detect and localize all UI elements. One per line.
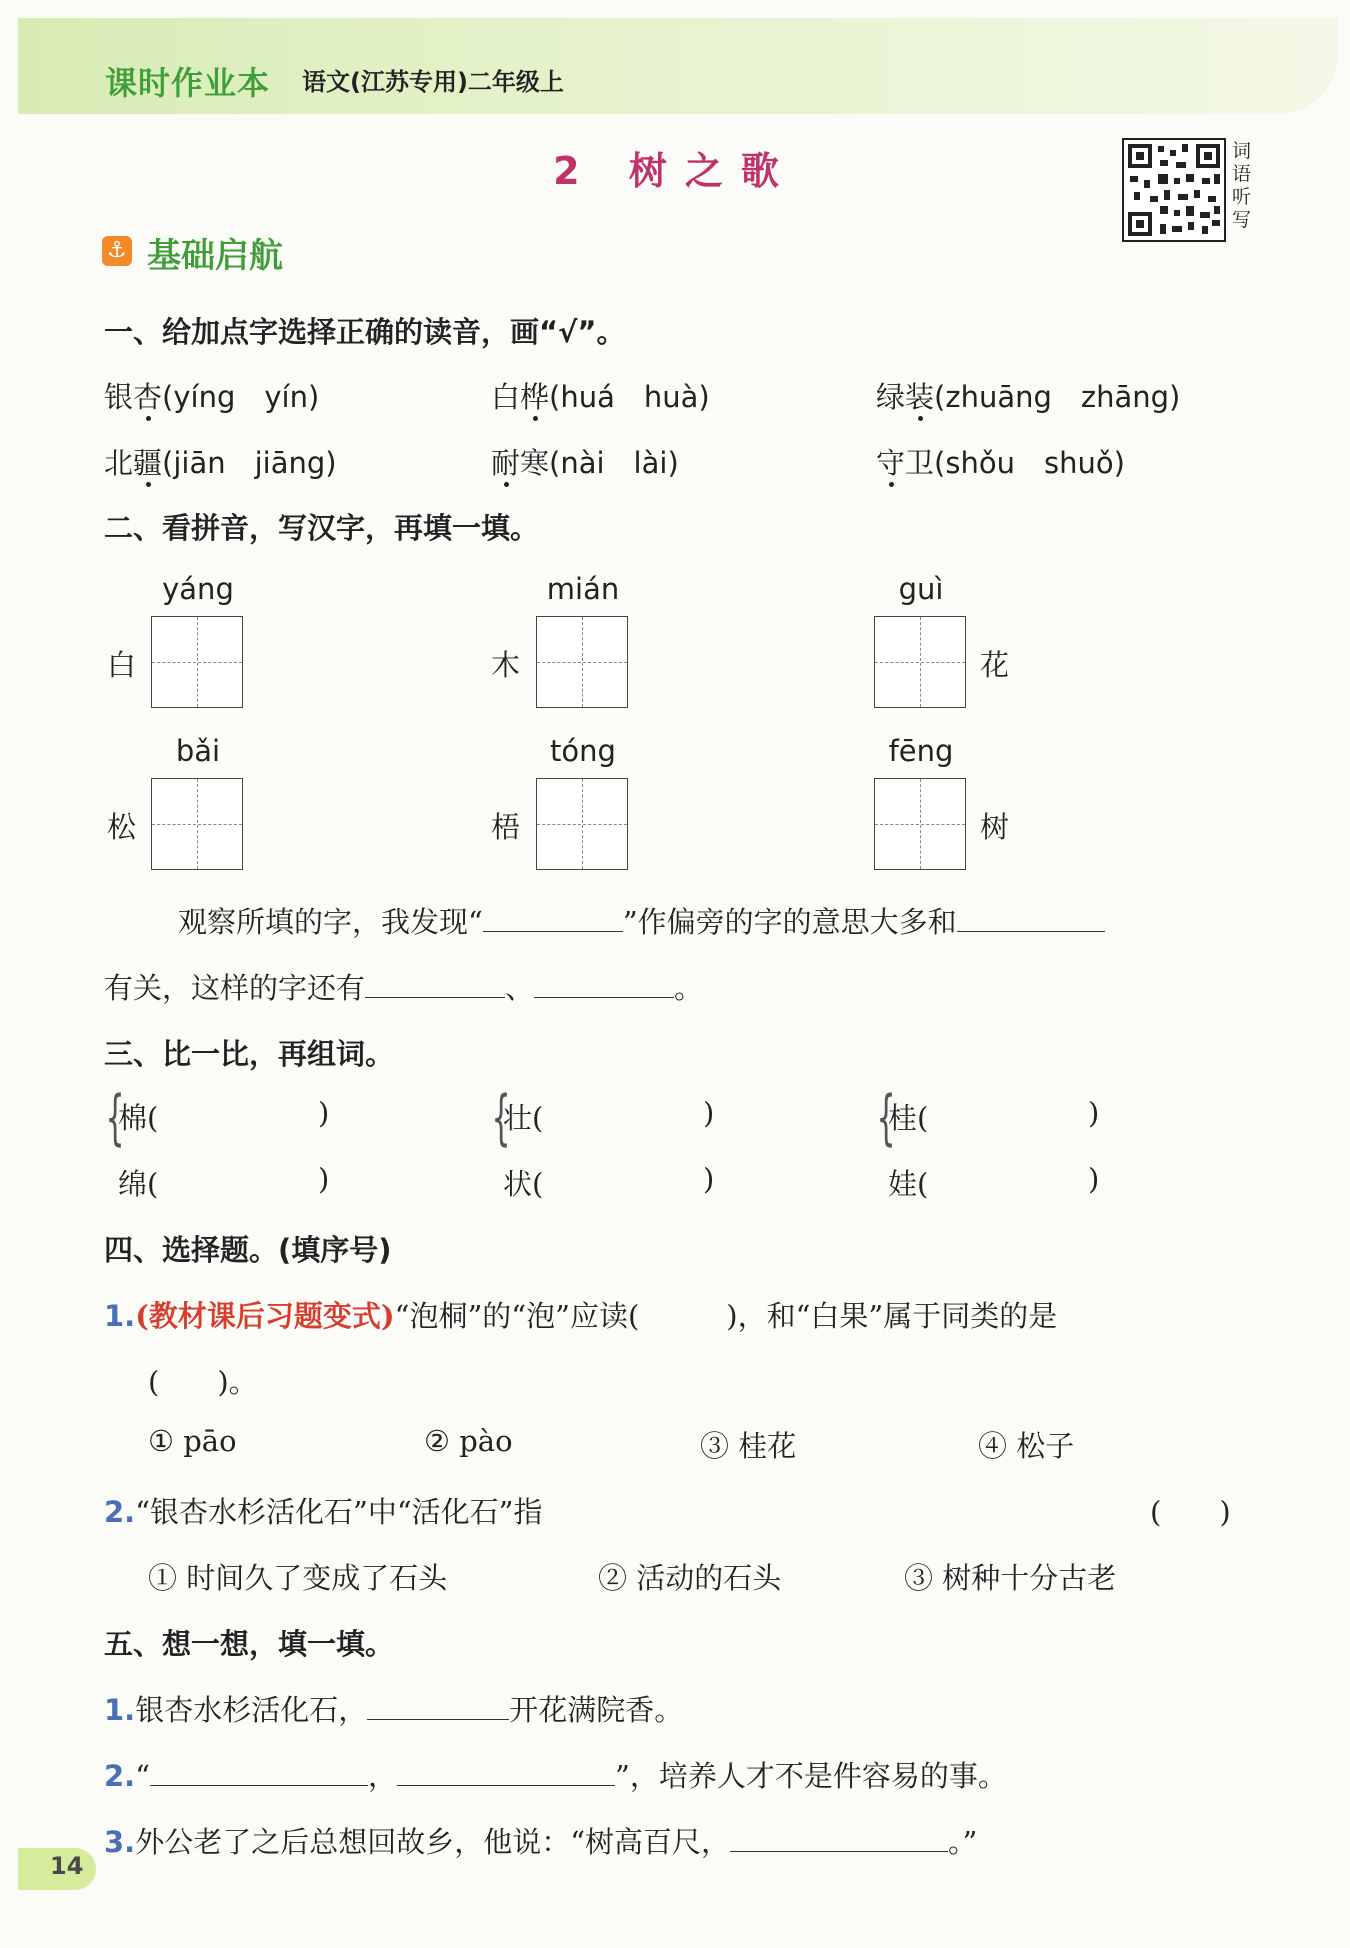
compare-item[interactable]: 娃( [888, 1167, 929, 1201]
q1-item-5[interactable] [491, 441, 679, 482]
anchor-icon: ⚓ [102, 236, 132, 266]
line-text: 。” [948, 1825, 978, 1859]
brace: { [491, 1083, 511, 1153]
observe-text: 有关，这样的字还有 [104, 971, 366, 1005]
blank-example-1[interactable] [365, 971, 505, 998]
item-prefix: 北 [104, 446, 134, 480]
q2-title: 二、看拼音，写汉字，再填一填。 [104, 511, 540, 545]
word-char: 松 [107, 810, 137, 844]
dotted-char: 装 [905, 380, 935, 414]
word-char: 树 [980, 810, 1010, 844]
blank-meaning[interactable] [957, 905, 1105, 932]
writing-grid[interactable] [536, 616, 628, 708]
item-prefix: 绿 [876, 380, 906, 414]
q1-item-6[interactable] [876, 441, 1125, 482]
section-title: 基础启航 [147, 236, 283, 276]
compare-item[interactable]: 壮( [503, 1101, 544, 1135]
blank-example-2[interactable] [534, 971, 674, 998]
q1-item-1[interactable] [104, 375, 319, 416]
observe-text: ”作偏旁的字的意思大多和 [622, 905, 957, 939]
pinyin-label: mián [546, 572, 620, 606]
close-paren: ) [1088, 1096, 1100, 1130]
pinyin-options: (yíng yín) [162, 380, 320, 414]
lesson-title: 2 树之歌 [553, 149, 797, 193]
option[interactable]: ② 活动的石头 [598, 1561, 782, 1595]
option[interactable]: ③ 桂花 [700, 1429, 797, 1463]
pinyin-options: (zhuāng zhāng) [934, 380, 1181, 414]
observe-line-1 [178, 900, 1105, 941]
item-suffix: 卫 [905, 446, 935, 480]
writing-grid[interactable] [151, 616, 243, 708]
dotted-char: 疆 [133, 446, 163, 480]
question-number: 1. [104, 1299, 136, 1333]
option[interactable]: ③ 树种十分古老 [904, 1561, 1117, 1595]
dotted-char: 守 [876, 446, 906, 480]
question-number: 1. [104, 1693, 136, 1727]
compare-item[interactable]: 绵( [118, 1167, 159, 1201]
separator: 、 [505, 971, 535, 1005]
book-title: 语文(江苏专用)二年级上 [302, 68, 564, 96]
compare-item[interactable]: 棉( [118, 1101, 159, 1135]
writing-grid[interactable] [536, 778, 628, 870]
brace: { [876, 1083, 896, 1153]
line-text: ， [368, 1759, 398, 1793]
item-prefix: 白 [491, 380, 521, 414]
writing-grid[interactable] [874, 616, 966, 708]
close-paren: ) [703, 1096, 715, 1130]
q1-item-2[interactable] [491, 375, 710, 416]
compare-item[interactable]: 桂( [888, 1101, 929, 1135]
pinyin-label: yáng [162, 572, 234, 606]
pinyin-label: fēng [888, 734, 954, 768]
question-text: “泡桐”的“泡”应读( )，和“白果”属于同类的是 [394, 1299, 1058, 1333]
line-text: “ [135, 1759, 151, 1793]
answer-paren[interactable]: ( )。 [148, 1365, 258, 1399]
question-number: 2. [104, 1759, 136, 1793]
blank[interactable] [730, 1825, 948, 1852]
pinyin-label: bǎi [175, 734, 221, 768]
q5-line-3 [104, 1820, 977, 1861]
q4-title: 四、选择题。(填序号) [104, 1233, 392, 1267]
qr-label: 词语听写 [1232, 140, 1252, 231]
q5-line-1 [104, 1688, 683, 1729]
answer-paren[interactable]: ( ) [1150, 1495, 1231, 1529]
pinyin-options: (jiān jiāng) [162, 446, 337, 480]
compare-item[interactable]: 状( [503, 1167, 544, 1201]
line-text: 开花满院香。 [509, 1693, 684, 1727]
item-suffix: 寒 [520, 446, 550, 480]
option[interactable]: ① 时间久了变成了石头 [148, 1561, 448, 1595]
q1-title: 一、给加点字选择正确的读音，画“√”。 [104, 315, 626, 349]
qr-code-icon[interactable] [1122, 138, 1226, 242]
q4-question-2 [104, 1490, 543, 1531]
close-paren: ) [318, 1096, 330, 1130]
option[interactable]: ① pāo [148, 1424, 237, 1458]
writing-grid[interactable] [874, 778, 966, 870]
option[interactable]: ④ 松子 [978, 1429, 1075, 1463]
brand-name: 课时作业本 [105, 64, 271, 102]
word-char: 花 [980, 648, 1010, 682]
dotted-char: 桦 [520, 380, 550, 414]
period: 。 [674, 971, 704, 1005]
question-number: 3. [104, 1825, 136, 1859]
writing-grid[interactable] [151, 778, 243, 870]
question-number: 2. [104, 1495, 136, 1529]
close-paren: ) [1088, 1162, 1100, 1196]
option[interactable]: ② pào [424, 1424, 513, 1458]
q4-question-1 [104, 1294, 1057, 1335]
pinyin-options: (nài lài) [549, 446, 679, 480]
close-paren: ) [703, 1162, 715, 1196]
word-char: 梧 [491, 810, 521, 844]
line-text: ”，培养人才不是件容易的事。 [615, 1759, 1007, 1793]
pinyin-options: (huá huà) [549, 380, 710, 414]
blank[interactable] [397, 1759, 615, 1786]
pinyin-options: (shǒu shuǒ) [934, 446, 1125, 480]
q5-title: 五、想一想，填一填。 [104, 1627, 395, 1661]
brace: { [105, 1083, 125, 1153]
observe-text: 观察所填的字，我发现“ [178, 905, 483, 939]
q1-item-4[interactable] [104, 441, 337, 482]
item-prefix: 银 [104, 380, 134, 414]
dotted-char: 耐 [491, 446, 521, 480]
dotted-char: 杏 [133, 380, 163, 414]
line-text: 外公老了之后总想回故乡，他说：“树高百尺， [135, 1825, 731, 1859]
blank[interactable] [150, 1759, 368, 1786]
pinyin-label: tóng [550, 734, 616, 768]
blank[interactable] [367, 1693, 509, 1720]
line-text: 银杏水杉活化石， [135, 1693, 368, 1727]
close-paren: ) [318, 1162, 330, 1196]
q3-title: 三、比一比，再组词。 [104, 1037, 395, 1071]
word-char: 白 [107, 648, 137, 682]
question-tag: (教材课后习题变式) [135, 1299, 395, 1333]
q5-line-2 [104, 1754, 1007, 1795]
word-char: 木 [491, 648, 521, 682]
question-text: “银杏水杉活化石”中“活化石”指 [135, 1495, 543, 1529]
page-number: 14 [50, 1852, 84, 1880]
q1-item-3[interactable] [876, 375, 1180, 416]
observe-line-2 [104, 966, 703, 1007]
blank-radical[interactable] [483, 905, 623, 932]
pinyin-label: guì [898, 572, 944, 606]
